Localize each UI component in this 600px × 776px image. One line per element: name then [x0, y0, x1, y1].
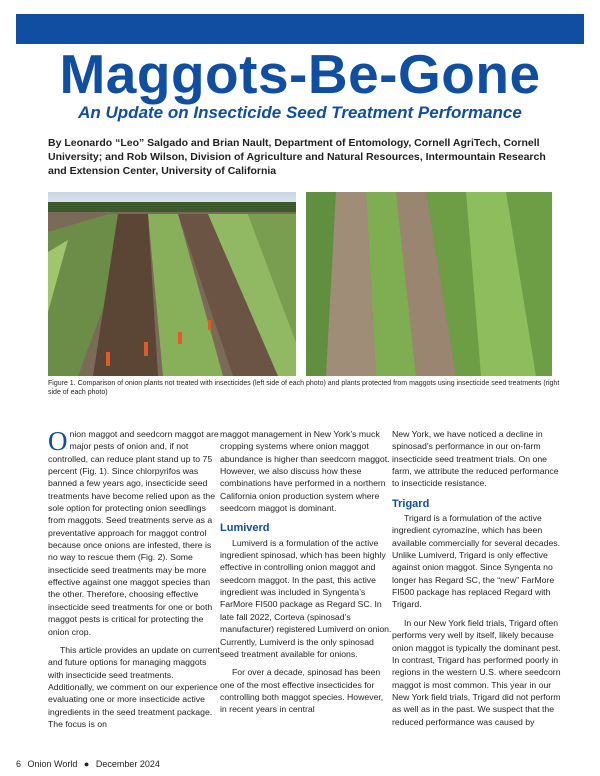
paragraph: Lumiverd is a formulation of the active ingredient spinosad, which has been highly effective in controlling onion maggot and seedcorn maggot. In the past, this active ingredient was included in Syngenta’s FarMore FI500 package as Regard SC. In late fall 2022, Corteva (spinosad’s manufacturer) registered Lumiverd on onion. Currently, Lumiverd is the only spinosad seed treatment available for onions.	[220, 537, 392, 659]
page-number: 6	[16, 759, 22, 769]
top-color-bar	[16, 14, 584, 44]
paragraph-text: nion maggot and seedcorn maggot are major pests of onion and, if not controlled, can reduce plant stand up to 75 percent (Fig. 1). Since chlorpyrifos was banned a few years ago, insecticide seed treatments have become relied upon as the sole option for protecting onion seedlings from maggots. Seed treatments serve as a preventative approach for maggot control because once onions are infested, there is no way to rescue them (Fig. 2). Some insecticide seed treatments may be more effective against one maggot species than the other. Therefore, choosing effective insecticide seed treatments for one or both maggot pests is critical for protecting the onion crop.	[48, 429, 219, 637]
paragraph: Trigard is a formulation of the active ingredient cyromazine, which has been available commercially for several decades. Unlike Lumiverd, Trigard is only effective against onion maggot. Since Syngenta no longer has Regard SC, the “new” FarMore FI500 package has replaced Regard with Trigard.	[392, 513, 561, 610]
paragraph: In our New York field trials, Trigard often performs very well by itself, likely because onion maggot is typically the dominant pest. In contrast, Trigard has performed poorly in regions in the western U.S. where seedcorn maggot is most common. This year in our New York field trials, Trigard did not perform as well as in the past. We suspect that the reduced performance was caused by	[392, 617, 561, 727]
paragraph	[48, 428, 220, 638]
text-column-3	[392, 428, 564, 728]
paragraph: For over a decade, spinosad has been one of the most effective insecticides for controlling both maggot species. However, in recent years in central	[220, 667, 384, 715]
onion-field-photo-left	[48, 192, 296, 376]
section-heading-trigard: Trigard	[392, 497, 430, 510]
article-subtitle: An Update on Insecticide Seed Treatment Performance	[78, 103, 522, 122]
drop-cap: O	[48, 426, 68, 456]
onion-rows-photo-right	[306, 192, 552, 376]
footer-bullet: ●	[83, 759, 90, 769]
publication-name: Onion World	[27, 759, 78, 769]
text-column-1	[48, 428, 220, 730]
article-title: Maggots-Be-Gone	[59, 43, 541, 105]
issue-date: December 2024	[95, 759, 160, 769]
paragraph: This article provides an update on current and future options for managing maggots with insecticide seed treatments. Additionally, we comment on our experience evaluating one or more insecticide active ingredients in the seed treatment package. The focus is on	[48, 644, 220, 729]
section-heading-lumiverd: Lumiverd	[220, 522, 270, 535]
page-footer	[16, 759, 164, 769]
paragraph: maggot management in New York’s muck cropping systems where onion maggot abundance is higher than seedcorn maggot. However, we also discuss how these combinations have performed in a northern California onion production system where seedcorn maggot is dominant.	[220, 429, 390, 514]
paragraph: New York, we have noticed a decline in spinosad’s performance in our on-farm insecticide seed treatment trials. On one farm, we attribute the reduced performance to insecticide resistance.	[392, 429, 559, 489]
figure-caption: Figure 1. Comparison of onion plants not treated with insecticides (left side of each photo) and plants protected from maggots using insecticide seed treatments (right side of each photo)	[48, 380, 560, 396]
byline: By Leonardo “Leo” Salgado and Brian Nault, Department of Entomology, Cornell AgriTech, Cornell University; and Rob Wilson, Division of Agriculture and Natural Resources, Intermountain Research and Extension Center, University of California	[48, 137, 546, 178]
text-column-2	[220, 428, 392, 716]
